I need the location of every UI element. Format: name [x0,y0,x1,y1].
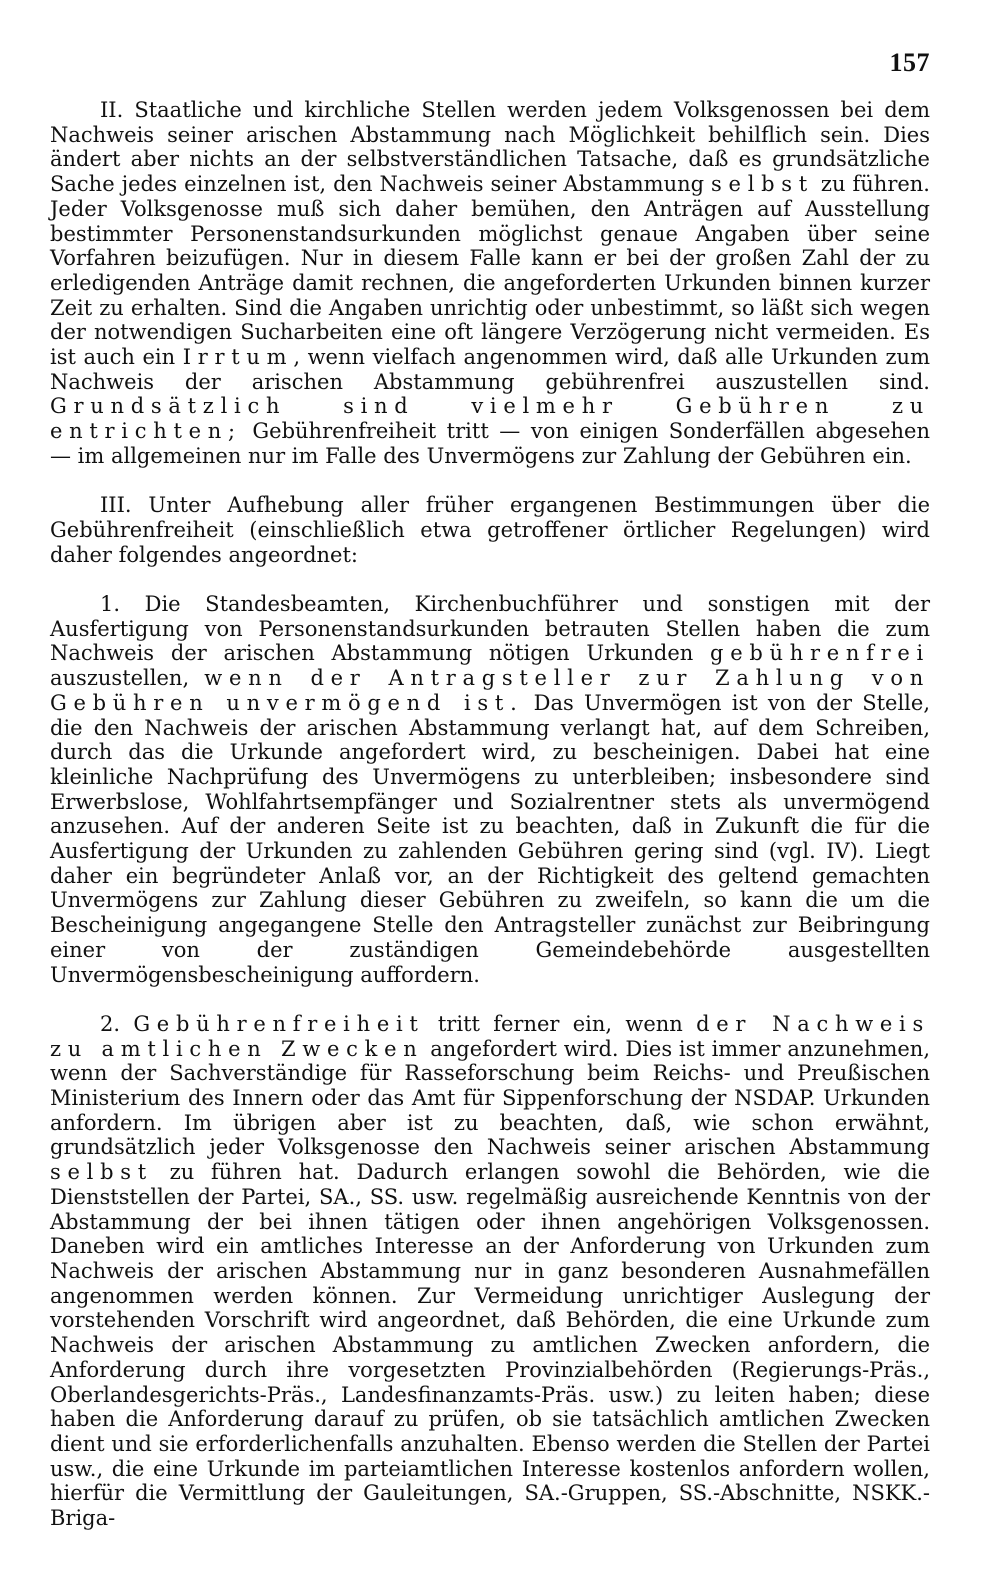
item-2-text-1: 2. [100,1011,134,1036]
item-2-spaced-1: Gebührenfreiheit [133,1011,425,1036]
paragraph-gap [50,987,930,1012]
document-body [50,98,930,1531]
item-2-spaced-3: selbst [50,1160,153,1185]
paragraph-item-2 [50,1012,930,1531]
item-2-text-3: angefordert wird. Dies ist immer anzunehmen, wenn der Sachverständige für Rasseforschung beim Reichs- und Preußischen Ministerium des Innern oder das Amt für Sippenforschung der NSDAP. Urkunden anfordern. Im übrigen aber ist zu beachten, daß, wie schon erwähnt, grundsätzlich jeder Volksgenosse den Nachweis seiner arischen Abstammung [50,1036,930,1160]
paragraph-item-1 [50,592,930,987]
section-II-text-1: II. Staatliche und kirchliche Stellen werden jedem Volksgenossen bei dem Nachweis seiner arischen Abstammung nach Möglichkeit behilflich sein. Dies ändert aber nichts an der selbstverständlichen Tatsache, daß es grundsätzliche Sache jedes einzelnen ist, den Nachweis seiner Abstammung [50,98,930,197]
page-number: 157 [889,48,930,77]
item-2-text-4: zu führen hat. Dadurch erlangen sowohl die Behörden, wie die Dienststellen der Partei, SA., SS. usw. regelmäßig ausreichende Kenntnis von der Abstammung der bei ihnen tätigen oder ihnen angehörigen Volksgenossen. Daneben wird ein amtliches Interesse an der Anforderung von Urkunden zum Nachweis der arischen Abstammung nur in ganz besonderen Ausnahmefällen angenommen werden können. Zur Vermeidung unrichtiger Auslegung der vorstehenden Vorschrift wird angeordnet, daß Behörden, die eine Urkunde zum Nachweis der arischen Abstammung zu amtlichen Zwecken anfordern, die Anforderung durch ihre vorgesetzten Provinzialbehörden (Regierungs-Präs., Oberlandesgerichts-Präs., Landesfinanzamts-Präs. usw.) zu leiten haben; diese haben die Anforderung darauf zu prüfen, ob sie tatsächlich amtlichen Zwecken dient und sie erforderlichenfalls anzuhalten. Ebenso werden die Stellen der Partei usw., die eine Urkunde im parteiamtlichen Interesse kostenlos anfordern wollen, hierfür die Vermittlung der Gauleitungen, SA.-Gruppen, SS.-Abschnitte, NSKK.-Briga- [50,1160,930,1531]
item-1-spaced-1: gebührenfrei [710,641,930,666]
item-2-text-2: tritt ferner ein, wenn [424,1011,697,1036]
section-II-spaced-1: selbst [711,172,814,197]
section-II-text-4: Gebührenfreiheit tritt — von einigen Sonderfällen abgesehen — im allgemeinen nur im Falle des Unvermögens zur Zahlung der Gebühren ein. [50,419,930,468]
paragraph-gap [50,469,930,494]
paragraph-section-II [50,98,930,469]
item-1-spaced-2: wenn der Antragsteller zur Zahlung von Gebühren unvermögend ist. [50,666,930,715]
section-II-spaced-2: Irrtum [182,345,294,370]
item-1-text-3: Das Unvermögen ist von der Stelle, die den Nachweis der arischen Abstammung verlangt hat, auf dem Schreiben, durch das die Urkunde angefordert wird, zu bescheinigen. Dabei hat eine kleinliche Nachprüfung des Unvermögens zu unterbleiben; insbesondere sind Erwerbslose, Wohlfahrtsempfänger und Sozialrentner stets als unvermögend anzusehen. Auf der anderen Seite ist zu beachten, daß in Zukunft die für die Ausfertigung der Urkunden zu zahlenden Gebühren gering sind (vgl. IV). Liegt daher ein begründeter Anlaß vor, an der Richtigkeit des geltend gemachten Unvermögens zur Zahlung dieser Gebühren zu zweifeln, so kann die um die Bescheinigung angegangene Stelle den Antragsteller zunächst zur Beibringung einer von der zuständigen Gemeindebehörde ausgestellten Unvermögensbescheinigung auffordern. [50,690,931,987]
section-II-text-3: , wenn vielfach angenommen wird, daß alle Urkunden zum Nachweis der arischen Abstammung gebührenfrei auszustellen sind. [50,345,930,394]
paragraph-gap [50,567,930,592]
item-1-text-1: 1. Die Standesbeamten, Kirchenbuchführer und sonstigen mit der Ausfertigung von Personenstandsurkunden betrauten Stellen haben die zum Nachweis der arischen Abstammung nötigen Urkunden [50,592,930,666]
item-1-text-2: auszustellen, [50,666,205,691]
section-III-text-1: III. Unter Aufhebung aller früher ergangenen Bestimmungen über die Gebührenfreiheit (einschließlich etwa getroffener örtlicher Regelungen) wird daher folgendes angeordnet: [50,493,930,567]
item-2-spaced-2: der Nachweis zu amtlichen Zwecken [50,1011,930,1061]
section-II-spaced-3: Grundsätzlich sind vielmehr Gebühren zu entrichten; [50,394,930,444]
section-II-text-2: zu führen. Jeder Volksgenosse muß sich daher bemühen, den Anträgen auf Ausstellung bestimmter Personenstandsurkunden möglichst genaue Angaben über seine Vorfahren beizufügen. Nur in diesem Falle kann er bei der großen Zahl der zu erledigenden Anträge damit rechnen, die angeforderten Urkunden binnen kurzer Zeit zu erhalten. Sind die Angaben unrichtig oder unbestimmt, so läßt sich wegen der notwendigen Sucharbeiten eine oft längere Verzögerung nicht vermeiden. Es ist auch ein [50,172,930,370]
paragraph-section-III [50,493,930,567]
